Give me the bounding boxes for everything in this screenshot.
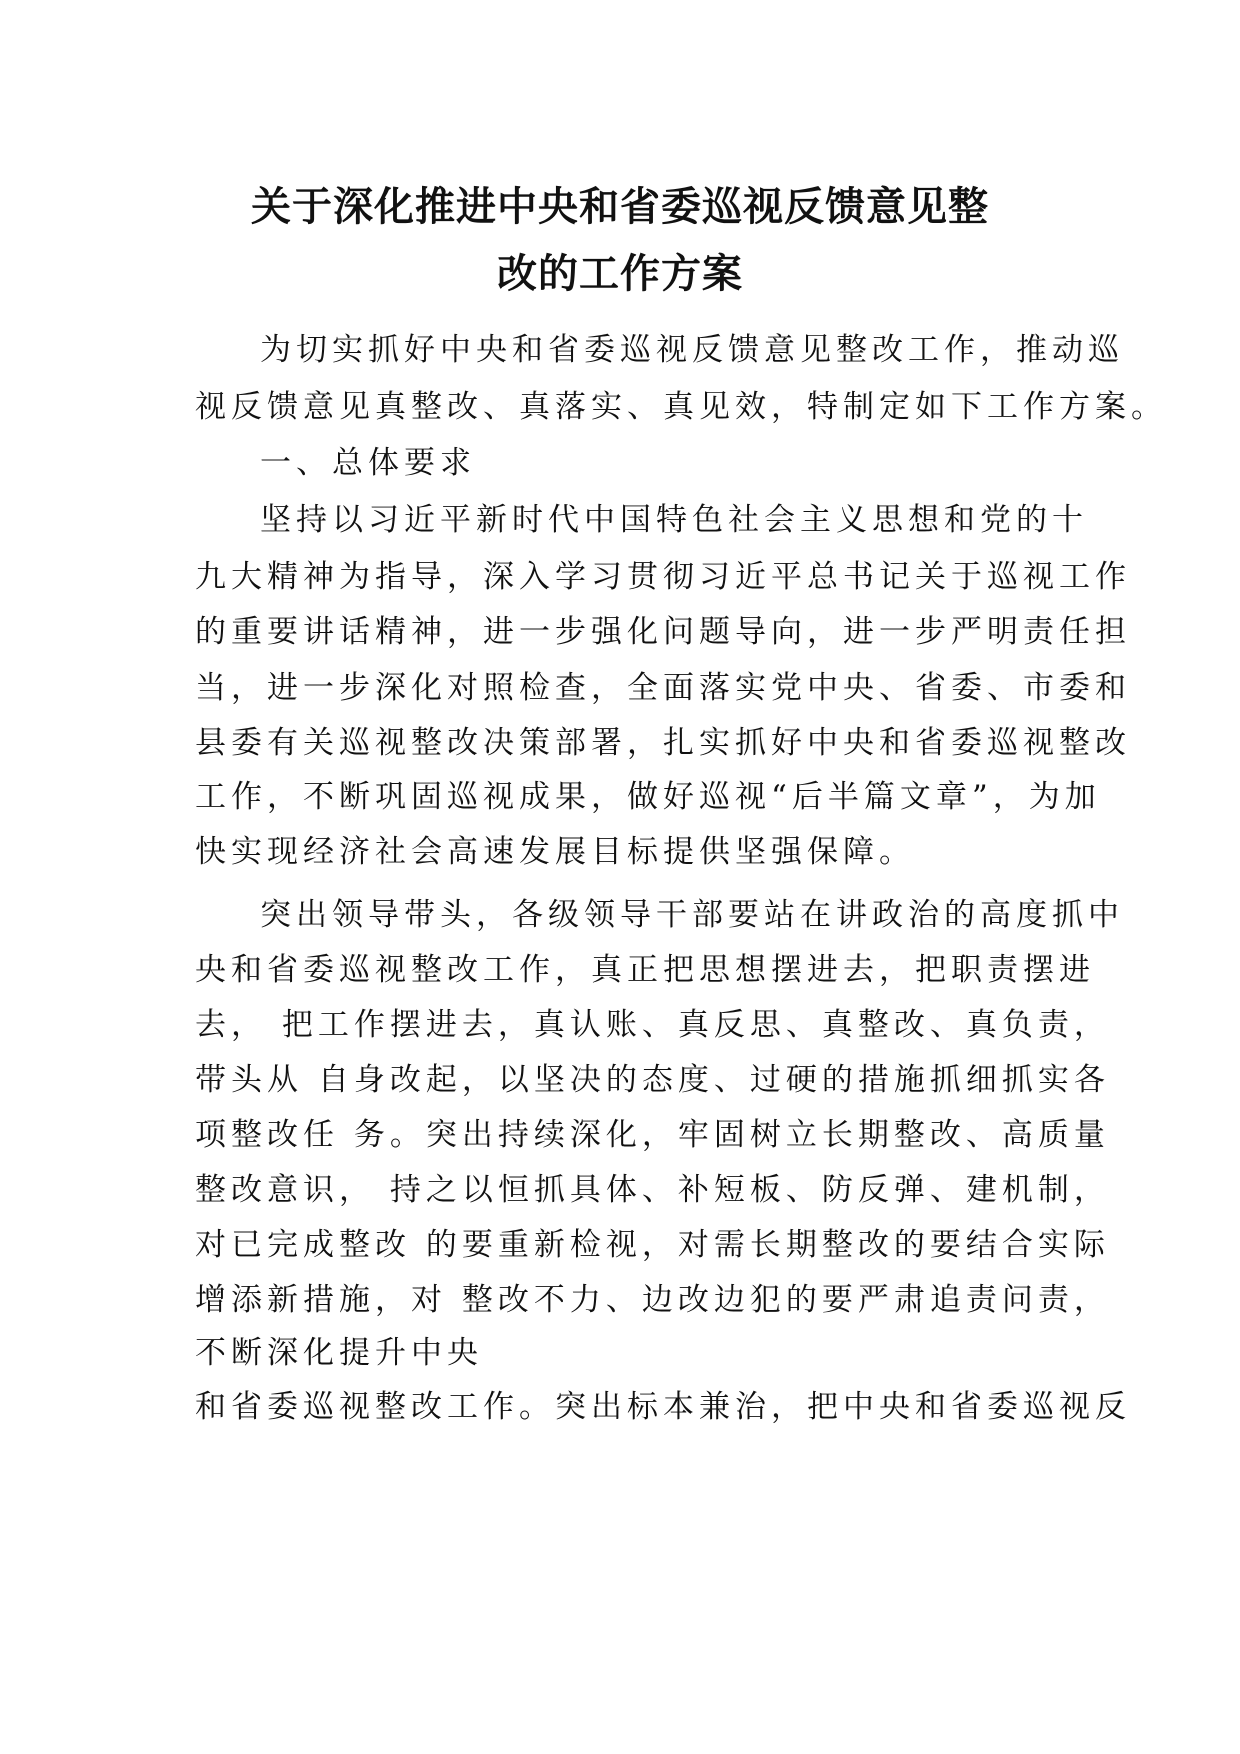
para2-line-1: 突出领导带头，各级领导干部要站在讲政治的高度抓中: [260, 897, 1124, 933]
para1-line-7: 快实现经济社会高速发展目标提供坚强保障。: [195, 834, 915, 870]
para1-line-5: 县委有关巡视整改决策部署，扎实抓好中央和省委巡视整改: [195, 725, 1131, 761]
para2-line-6: 整改意识， 持之以恒抓具体、补短板、防反弹、建机制，: [195, 1172, 1110, 1208]
para1-line-3: 的重要讲话精神，进一步强化问题导向，进一步严明责任担: [195, 614, 1131, 650]
document-title-line-1: 关于深化推进中央和省委巡视反馈意见整: [251, 184, 989, 230]
para2-line-3: 去， 把工作摆进去，真认账、真反思、真整改、真负责，: [195, 1007, 1110, 1043]
para2-line-9: 不断深化提升中央: [195, 1335, 483, 1371]
para2-line-4: 带头从 自身改起，以坚决的态度、过硬的措施抓细抓实各: [195, 1062, 1110, 1098]
para2-line-2: 央和省委巡视整改工作，真正把思想摆进去，把职责摆进: [195, 952, 1095, 988]
para1-line-1: 坚持以习近平新时代中国特色社会主义思想和党的十: [260, 502, 1088, 538]
para2-line-7: 对已完成整改 的要重新检视，对需长期整改的要结合实际: [195, 1227, 1110, 1263]
section-heading-general-requirements: 一、总体要求: [260, 445, 476, 481]
para2-line-8: 增添新措施，对 整改不力、边改边犯的要严肃追责问责，: [195, 1282, 1110, 1318]
para1-line-4: 当，进一步深化对照检查，全面落实党中央、省委、市委和: [195, 670, 1131, 706]
para1-line-2: 九大精神为指导，深入学习贯彻习近平总书记关于巡视工作: [195, 559, 1131, 595]
para1-line-6: 工作，不断巩固巡视成果，做好巡视“后半篇文章”，为加: [195, 779, 1101, 815]
para2-line-5: 项整改任 务。突出持续深化，牢固树立长期整改、高质量: [195, 1117, 1110, 1153]
document-title-line-2: 改的工作方案: [497, 251, 743, 297]
intro-line-1: 为切实抓好中央和省委巡视反馈意见整改工作，推动巡: [260, 332, 1124, 368]
intro-line-2: 视反馈意见真整改、真落实、真见效，特制定如下工作方案。: [195, 389, 1167, 425]
para2-line-10: 和省委巡视整改工作。突出标本兼治，把中央和省委巡视反: [195, 1389, 1131, 1425]
